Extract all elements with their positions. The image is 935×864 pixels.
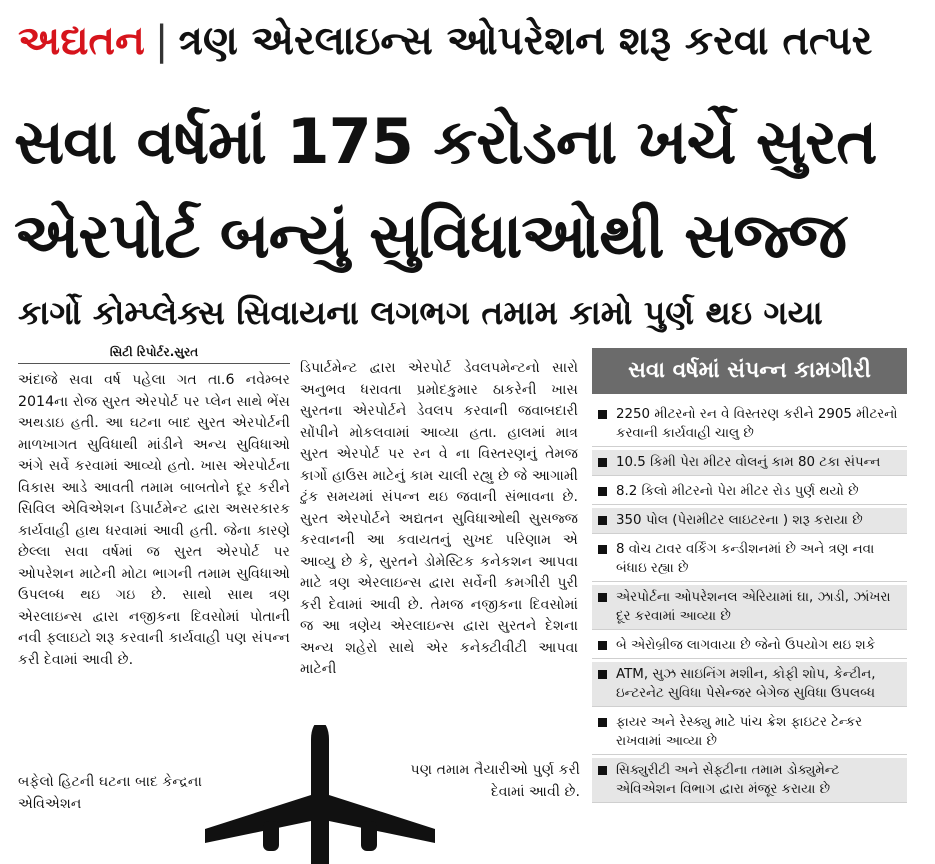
list-item [592, 479, 907, 505]
article-column-1-bottom: બફેલો હિટની ઘટના બાદ કેન્દ્રના એવિએશન [18, 774, 202, 812]
list-item-text: 350 પોલ (પેરામીટર લાઇટરના ) શરૂ કરાયા છે [616, 513, 863, 528]
list-item-text: 8 વોચ ટાવર વર્કિંગ કન્ડીશનમાં છે અને ત્રણ નવા બંધાઇ રહ્યા છે [616, 542, 875, 576]
list-item [592, 508, 907, 534]
square-bullet-icon [598, 487, 607, 496]
kicker-tag: અદ્યતન [18, 18, 145, 64]
sidebar-list [592, 402, 907, 852]
square-bullet-icon [598, 410, 607, 419]
list-item-text: સિક્યુરીટી અને સેફ્ટીના તમામ ડોક્યુમેન્ટ એવિએશન વિભાગ દ્વારા મંજૂર કરાયા છે [616, 763, 840, 797]
article-column-2: ડિપાર્ટમેન્ટ દ્વારા એરપોર્ટ ડેવલપમેન્ટનો સારો અનુભવ ધરાવતા પ્રમોદકુમાર ઠાકરેની ખાસ સુરતના એરપોર્ટને ડેવલપ કરવાની જવાબદારી સોંપીને મોકલવામાં આવ્યા હતા. હાલમાં માત્ર સુરત એરપોર્ટ પર રન વે ના વિસ્તરણનું તેમજ કાર્ગો હાઉસ માટેનું કામ ચાલી રહ્યુ છે જે આગામી ટુંક સમયમાં સંપન્ન થઇ જવાની સંભાવના છે. સુરત એરપોર્ટને અદ્યતન સુવિધાઓથી સુસજ્જ કરવાનની આ કવાયતનું સુખદ પરિણામ એ આવ્યુ છે કે, સુરતને ડોમેસ્ટિક કનેકશન આપવા માટે ત્રણ એરલાઇન્સ દ્વારા સર્વેની કમગીરી પુરી કરી દેવામાં આવી છે. તેમજ નજીકના દિવસોમાં જ આ ત્રણેય એરલાઇન્સ દ્વારા સુરતને દેશના અન્ય શહેરો સાથે એર કનેક્ટીવીટી આપવા માટેની [300, 360, 578, 677]
list-item [592, 450, 907, 476]
square-bullet-icon [598, 641, 607, 650]
square-bullet-icon [598, 593, 607, 602]
square-bullet-icon [598, 766, 607, 775]
list-item-text: 10.5 કિમી પેરા મીટર વોલનું કામ 80 ટકા સંપન્ન [616, 455, 881, 470]
airplane-icon [205, 725, 435, 864]
article-column-1: અંદાજે સવા વર્ષ પહેલા ગત તા.6 નવેમ્બર 2014ના રોજ સુરત એરપોર્ટ પર પ્લેન સાથે ભેંસ અથડાઇ હતી. આ ઘટના બાદ સુરત એરપોર્ટની માળખાગત સુવિધાથી માંડીને અન્ય સુવિધાઓ અંગે સર્વે કરવામાં આવ્યો હતો. ખાસ એરપોર્ટના વિકાસ આડે આવતી તમામ બાબતોને દૂર કરીને સિવિલ એવિએશન ડિપાર્ટમેન્ટ દ્વારા અસરકારક કાર્યવાહી હાથ ધરવામાં આવી હતી. જેના કારણે છેલ્લા સવા વર્ષમાં જ સુરત એરપોર્ટ પર ઓપરેશન માટેની મોટા ભાગની તમામ સુવિધાઓ ઉપલબ્ધ થઇ ગઇ છે. સાથો સાથ ત્રણ એરલાઇન્સ દ્વારા નજીકના દિવસોમાં પોતાની નવી ફ્લાઇટો શરૂ કરવાની કાર્યવાહી પણ સંપન્ન કરી દેવામાં આવી છે. [18, 372, 290, 668]
list-item-text: 2250 મીટરનો રન વે વિસ્તરણ કરીને 2905 મીટરનો કરવાની કાર્યવાહી ચાલુ છે [616, 407, 898, 441]
list-item-text: એરપોર્ટના ઓપરેશનલ એરિયામાં ઘા, ઝાડી, ઝાંખરા દૂર કરવામાં આવ્યા છે [616, 590, 891, 624]
list-item [592, 662, 907, 707]
list-item [592, 633, 907, 659]
square-bullet-icon [598, 458, 607, 467]
kicker-separator: | [154, 18, 169, 64]
list-item [592, 402, 907, 447]
square-bullet-icon [598, 545, 607, 554]
kicker-text: ત્રણ એરલાઇન્સ ઓપરેશન શરૂ કરવા તત્પર [178, 18, 873, 64]
headline-line-1: સવા વર્ષમાં 175 કરોડના ખર્ચે સુરત [14, 105, 877, 178]
list-item-text: 8.2 કિલો મીટરનો પેરા મીટર રોડ પુર્ણ થયો છે [616, 484, 859, 499]
square-bullet-icon [598, 718, 607, 727]
square-bullet-icon [598, 516, 607, 525]
list-item [592, 537, 907, 582]
sidebar-title: સવા વર્ષમાં સંપન્ન કામગીરી [592, 348, 907, 394]
kicker [18, 10, 918, 72]
article-column-2-bottom: પણ તમામ તૈયારીઓ પુર્ણ કરી દેવામાં આવી છે. [410, 762, 580, 800]
list-item-text: ATM, સુઝ સાઇનિંગ મશીન, કોફી શોપ, કેન્ટીન, ઇન્ટરનેટ સુવિધા પેસેન્જર બેગેજ સુવિધા ઉપલબ્ધ [616, 667, 876, 701]
headline-line-2: એરપોર્ટ બન્યું સુવિધાઓથી સજ્જ [14, 199, 846, 272]
list-item [592, 758, 907, 803]
list-item-text: ફાયર અને રેસ્ક્યુ માટે પાંચ ક્રેશ ફાઇટર ટેન્કર રાખવામાં આવ્યા છે [616, 715, 863, 749]
list-item [592, 585, 907, 630]
list-item [592, 710, 907, 755]
byline: સિટી રિપોર્ટર.સુરત [18, 345, 290, 364]
deck-subheadline: કાર્ગો કોમ્પ્લેક્સ સિવાયના લગભગ તમામ કામો પુર્ણ થઇ ગયા [18, 293, 823, 332]
square-bullet-icon [598, 670, 607, 679]
list-item-text: બે એરોબ્રીજ લાગવાયા છે જેનો ઉપયોગ થઇ શકે [616, 638, 876, 653]
